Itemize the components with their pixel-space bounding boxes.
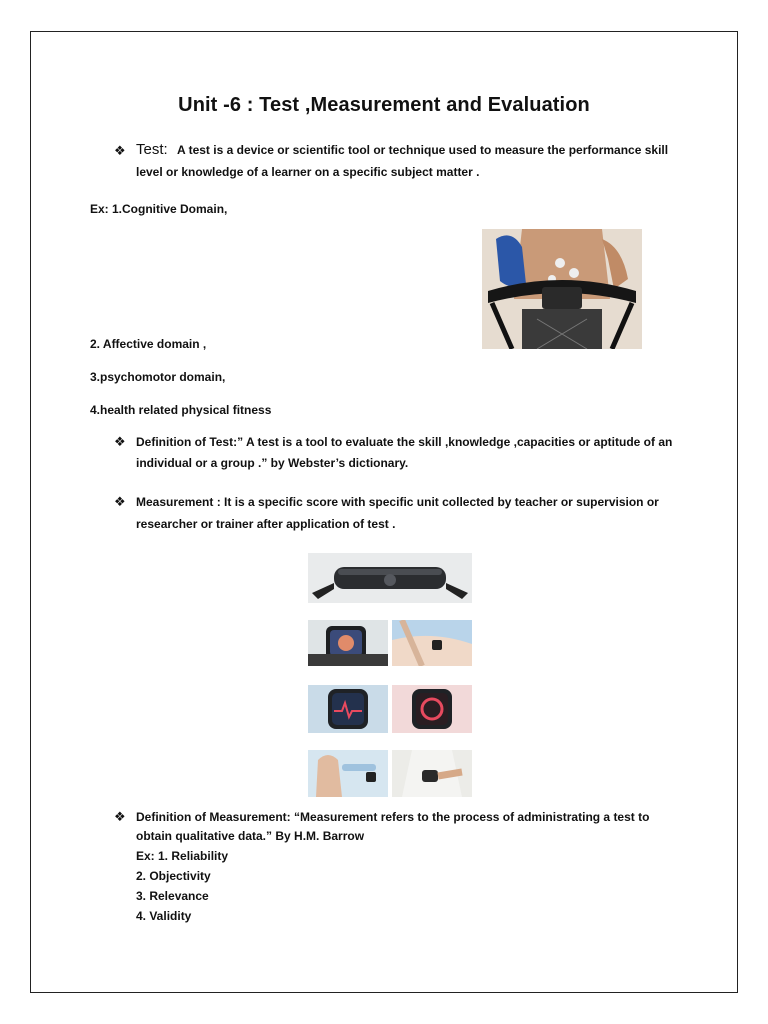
- definition-measurement-line2: obtain qualitative data.” By H.M. Barrow: [136, 829, 365, 843]
- test-text-line2: level or knowledge of a learner on a specific subject matter .: [136, 165, 480, 179]
- test-text-line1: A test is a device or scientific tool or technique used to measure the performance skill: [177, 143, 669, 157]
- example-cognitive: Ex: 1.Cognitive Domain,: [90, 202, 228, 216]
- exercise-test-photo: [482, 229, 642, 349]
- test-paragraph: [136, 140, 696, 160]
- measurement-example-relevance: 3. Relevance: [136, 889, 209, 903]
- watch-sports-photo: [392, 620, 472, 666]
- definition-test-label: Definition of Test:: [136, 435, 238, 449]
- definition-measurement-line1: [136, 807, 696, 827]
- measurement-line1: [136, 492, 696, 512]
- measurement-text: It is a specific score with specific unit collected by teacher or supervision or: [220, 495, 659, 509]
- watch-display-photo: [308, 620, 388, 666]
- watch-drinking-photo: [308, 750, 388, 797]
- page-title: Unit -6 : Test ,Measurement and Evaluation: [178, 94, 590, 116]
- definition-measurement-text: “Measurement refers to the process of administrating a test to: [290, 810, 650, 824]
- definition-measurement-label: Definition of Measurement:: [136, 810, 291, 824]
- watch-heart-rate-photo: [308, 685, 388, 733]
- bullet-icon: ❖: [114, 143, 126, 158]
- measurement-label: Measurement :: [136, 495, 221, 509]
- bullet-icon: ❖: [114, 434, 126, 449]
- watch-battery-photo: [392, 750, 472, 797]
- measurement-example-validity: 4. Validity: [136, 909, 192, 923]
- definition-test-line1: [136, 432, 696, 452]
- measurement-example-objectivity: 2. Objectivity: [136, 869, 211, 883]
- bullet-icon: ❖: [114, 494, 126, 509]
- example-psychomotor: 3.psychomotor domain,: [90, 370, 226, 384]
- test-label: Test:: [136, 141, 168, 158]
- watch-side-photo: [308, 553, 472, 603]
- measurement-line2: researcher or trainer after application of test .: [136, 517, 396, 531]
- definition-test-line2: individual or a group .” by Webster’s dictionary.: [136, 456, 409, 470]
- exercise-test-illustration: [482, 229, 642, 349]
- bullet-icon: ❖: [114, 809, 126, 824]
- definition-test-text: ” A test is a tool to evaluate the skill ,knowledge ,capacities or aptitude of an: [237, 435, 673, 449]
- smartwatch-collage: [308, 553, 472, 805]
- example-affective: 2. Affective domain ,: [90, 337, 207, 351]
- watch-oxygen-photo: [392, 685, 472, 733]
- example-physical-fitness: 4.health related physical fitness: [90, 403, 272, 417]
- measurement-example-reliability: Ex: 1. Reliability: [136, 849, 229, 863]
